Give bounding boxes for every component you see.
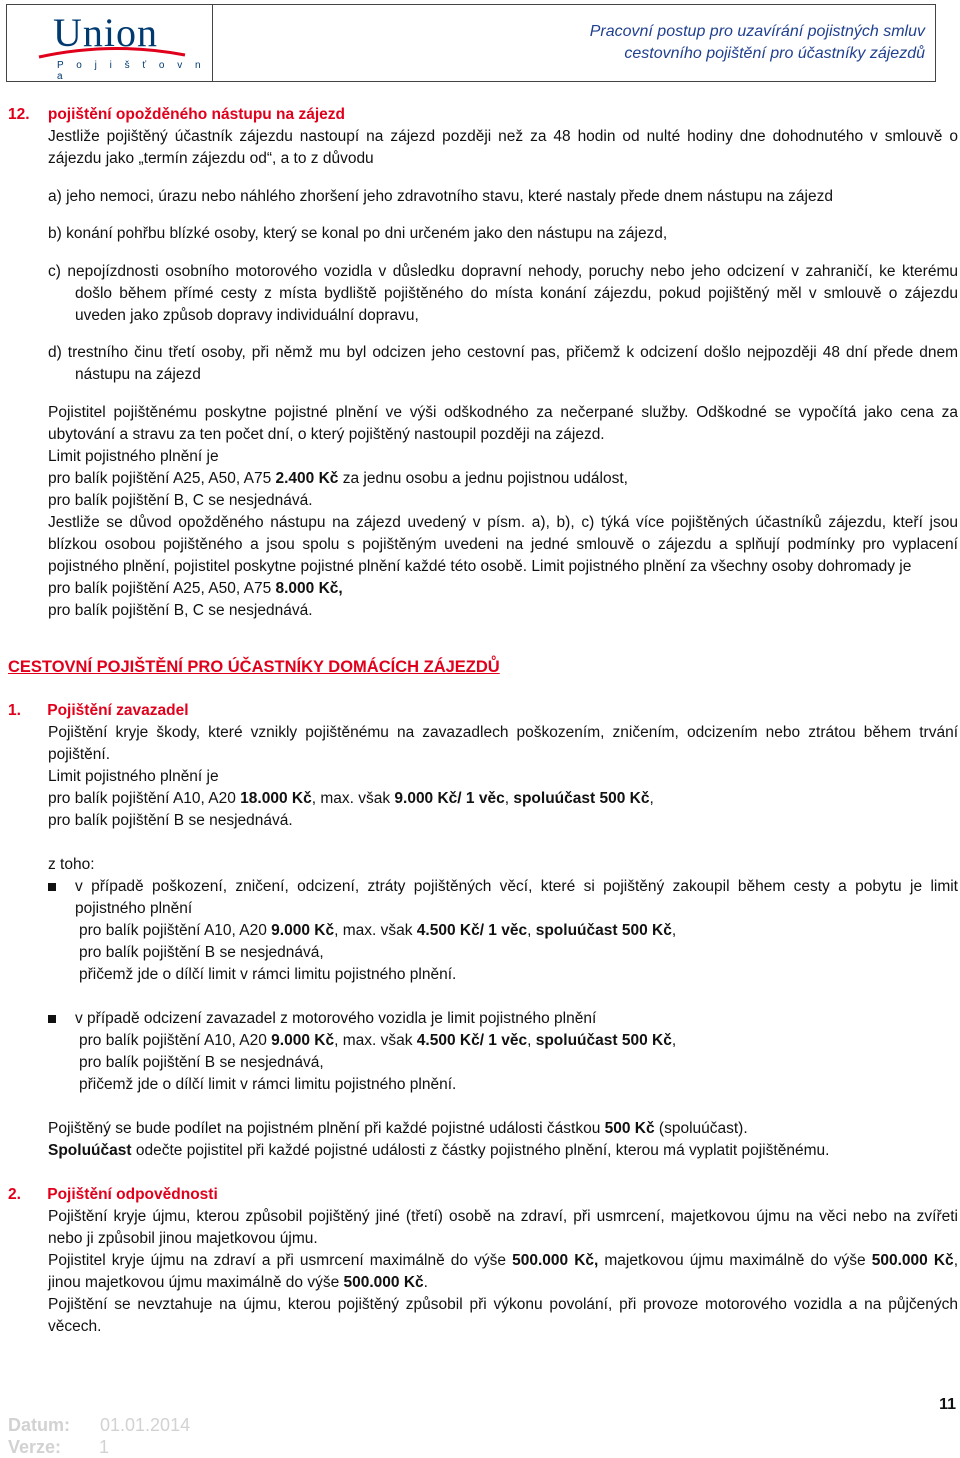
bullet-square-icon [48,883,56,891]
limit-line: pro balík pojištění B, C se nesjednává. [48,601,313,619]
section-number: 12. [8,106,30,123]
chapter-title: CESTOVNÍ POJIŠTĚNÍ PRO ÚČASTNÍKY DOMÁCÍCH ZÁJEZDŮ [8,657,500,676]
limit-label: Limit pojistného plnění je [48,767,219,785]
footer-date: Datum: 01.01.2014 [8,1415,191,1435]
limit-label: Limit pojistného plnění je [48,447,219,465]
section-title: pojištění opožděného nástupu na zájezd [47,106,345,123]
limit-line: pro balík pojištění A25, A50, A75 8.000 Kč, [48,579,343,597]
page-footer [8,1414,190,1458]
document-body [8,104,958,1338]
limit-line: pro balík pojištění B, C se nesjednává. [48,491,313,509]
bullet-item: v případě odcizení zavazadel z motorového vozidla je limit pojistného plnění pro balík pojištění A10, A20 9.000 Kč, max. však 4.500 Kč/ 1 věc, spoluúčast 500 Kč, pro balík pojištění B se nesjednává, přičemž jde o dílčí limit v rámci limitu pojistného plnění. [8,1008,958,1096]
list-item-b: b) konání pohřbu blízké osoby, který se konal po dni určeném jako den nástupu na zájezd, [48,225,668,242]
paragraph: Spoluúčast odečte pojistitel při každé pojistné události z částky pojistného plnění, kterou má vyplatit pojištěnému. [48,1141,830,1159]
section-2-heading: 2. Pojištění odpovědnosti [8,1185,218,1203]
paragraph: Pojištění kryje újmu, kterou způsobil pojištěný jiné (třetí) osobě na zdraví, při usmrcení, majetkovou újmu na věci nebo na zvířeti nebo ji způsobil jinou majetkovou újmu. [48,1207,958,1247]
bullet-item: v případě poškození, zničení, odcizení, ztráty pojištěných věcí, které si pojištěný zakoupil během cesty a pobytu je limit pojistného plnění pro balík pojištění A10, A20 9.000 Kč, max. však 4.500 Kč/ 1 věc, spoluúčast 500 Kč, pro balík pojištění B se nesjednává, přičemž jde o dílčí limit v rámci limitu pojistného plnění. [8,876,958,986]
paragraph: Pojištění se nevztahuje na újmu, kterou pojištěný způsobil při výkonu povolání, při provoze motorového vozidla a na půjčených věcech. [48,1295,958,1335]
paragraph: Pojištěný se bude podílet na pojistném plnění při každé pojistné události částkou 500 Kč (spoluúčast). [48,1119,748,1137]
paragraph: Jestliže se důvod opožděného nástupu na zájezd uvedený v písm. a), b), c) týká více pojištěných účastníků zájezdu, kteří jsou blízkou osobou pojištěného a jsou spolu s pojištěným uvedeni na jedné smlouvě o zájezdu a splňují podmínky pro vyplacení pojistného plnění, pojistitel poskytne pojistné plnění každé této osobě. Limit pojistného plnění za všechny osoby dohromady je [48,513,958,575]
section-12-intro: Jestliže pojištěný účastník zájezdu nastoupí na zájezd později než za 48 hodin od nulté hodiny dne dohodnutého v smlouvě o zájezdu jako „termín zájezdu od“, a to z důvodu [48,128,958,167]
paragraph: Pojistitel pojištěnému poskytne pojistné plnění ve výši odškodného za nečerpané služby. Odškodné se vypočítá jako cena za ubytování a stravu za ten počet dní, o který pojištěný nastoupil později na zájezd. [48,403,958,443]
union-logo [7,5,213,81]
section-1-heading: 1. Pojištění zavazadel [8,701,189,719]
paragraph: Pojištění kryje škody, které vznikly pojištěnému na zavazadlech poškozením, zničením, odcizením nebo ztrátou během trvání pojištění. [48,723,958,763]
bullet-square-icon [48,1015,56,1023]
limit-line: pro balík pojištění A10, A20 18.000 Kč, max. však 9.000 Kč/ 1 věc, spoluúčast 500 Kč, [48,789,654,807]
limit-line: pro balík pojištění A25, A50, A75 2.400 Kč za jednu osobu a jednu pojistnou událost, [48,469,628,487]
paragraph: Pojistitel kryje újmu na zdraví a při usmrcení maximálně do výše 500.000 Kč, majetkovou újmu maximálně do výše 500.000 Kč, jinou majetkovou újmu maximálně do výše 500.000 Kč. [48,1251,958,1291]
section-12-heading [8,104,958,126]
page-number: 11 [939,1396,956,1413]
list-item-c: c) nepojízdnosti osobního motorového vozidla v důsledku dopravní nehody, poruchy nebo jeho odcizení v zahraničí, ke kterému došlo během přímé cesty z místa bydliště pojištěného do místa konání zájezdu, pokud pojištěný měl v smlouvě o zájezdu uveden jako způsob dopravy individuální dopravu, [48,262,958,324]
document-title [590,21,925,65]
list-item-a: a) jeho nemoci, úrazu nebo náhlého zhoršení jeho zdravotního stavu, které nastaly přede dnem nástupu na zájezd [48,187,833,205]
document-title-line1: Pracovní postup pro uzavírání pojistných smluv [589,23,925,40]
list-item-d: d) trestního činu třetí osoby, při němž mu byl odcizen jeho cestovní pas, přičemž k odcizení došlo nejpozději 48 dní přede dnem nástupu na zájezd [48,344,958,383]
logo-wordmark: Union [53,10,158,55]
logo-subtitle: P o j i š ť o v n a [57,60,206,82]
subheading: z toho: [48,855,95,873]
logo-swoosh-icon [37,45,187,59]
limit-line: pro balík pojištění B se nesjednává. [48,811,293,829]
page-header [6,4,936,82]
footer-version: Verze: 1 [8,1437,110,1457]
document-title-line2: cestovního pojištění pro účastníky zájezdů [624,45,925,62]
